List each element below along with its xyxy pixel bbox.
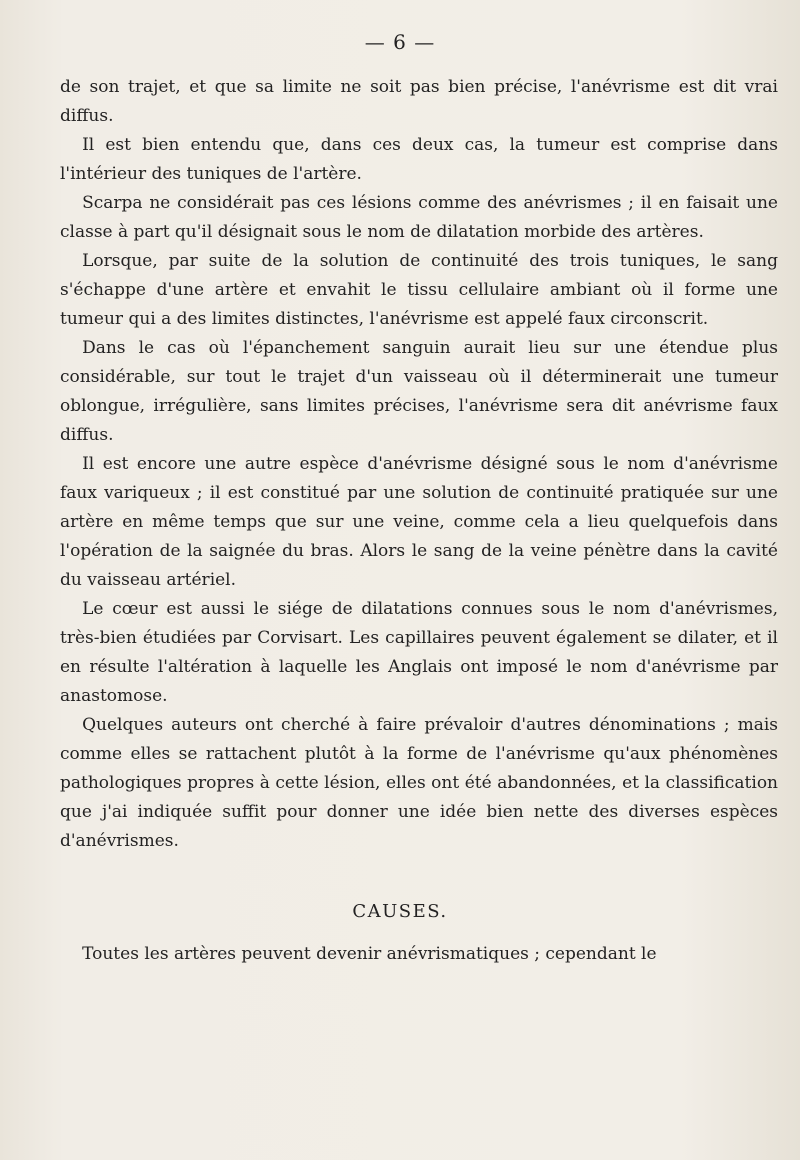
- paragraph-start: Toutes les artères peuvent devenir anévrismatiques ; cependant le: [82, 944, 657, 964]
- paragraph: Scarpa ne considérait pas ces lésions comme des anévrismes ; il en faisait une classe à part qu'il désignait sous le nom de dilatation morbide des artères.: [60, 193, 778, 242]
- paragraph: Le cœur est aussi le siége de dilatations connues sous le nom d'anévrismes, très-bien étudiées par Corvisart. Les capillaires peuvent également se dilater, et il en résulte l'altération à laquelle les Anglais ont imposé le nom d'anévrisme par anastomose.: [60, 599, 778, 706]
- section-heading: CAUSES.: [352, 901, 448, 922]
- paragraph: Il est encore une autre espèce d'anévrisme désigné sous le nom d'anévrisme faux variqueux ; il est constitué par une solution de continuité pratiquée sur une artère en même temps que sur une veine, comme cela a lieu quelquefois dans l'opération de la saignée du bras. Alors le sang de la veine pénètre dans la cavité du vaisseau artériel.: [60, 454, 778, 590]
- paragraph: Lorsque, par suite de la solution de continuité des trois tuniques, le sang s'échappe d'une artère et envahit le tissu cellulaire ambiant où il forme une tumeur qui a des limites distinctes, l'anévrisme est appelé faux circonscrit.: [60, 251, 778, 329]
- body-text: [60, 73, 778, 856]
- paragraph-continued: de son trajet, et que sa limite ne soit pas bien précise, l'anévrisme est dit vrai diffus.: [60, 77, 778, 126]
- page-number: — 6 —: [364, 30, 436, 54]
- paragraph: Dans le cas où l'épanchement sanguin aurait lieu sur une étendue plus considérable, sur tout le trajet d'un vaisseau où il déterminerait une tumeur oblongue, irrégulière, sans limites précises, l'anévrisme sera dit anévrisme faux diffus.: [60, 338, 778, 445]
- paragraph: Il est bien entendu que, dans ces deux cas, la tumeur est comprise dans l'intérieur des tuniques de l'artère.: [60, 135, 778, 184]
- paragraph: Quelques auteurs ont cherché à faire prévaloir d'autres dénominations ; mais comme elles se rattachent plutôt à la forme de l'anévrisme qu'aux phénomènes pathologiques propres à cette lésion, elles ont été abandonnées, et la classification que j'ai indiquée suffit pour donner une idée bien nette des diverses espèces d'anévrismes.: [60, 715, 778, 851]
